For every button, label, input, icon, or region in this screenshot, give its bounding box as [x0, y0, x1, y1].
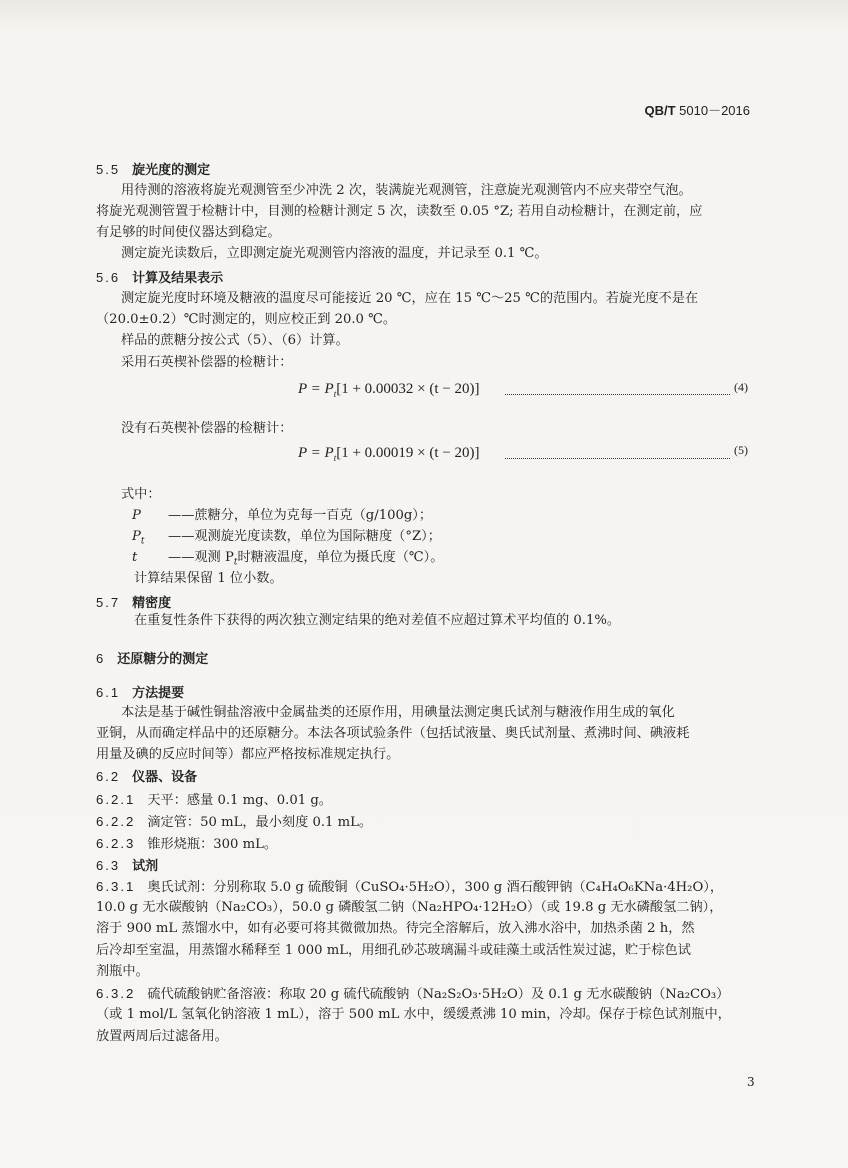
list-item: 6.2.3 锥形烧瓶：300 mL。 — [96, 836, 278, 852]
heading-5-5: 5.5 旋光度的测定 — [96, 162, 211, 178]
list-item: 6.2.2 滴定管：50 mL，最小刻度 0.1 mL。 — [96, 814, 373, 830]
list-item: 6.3.1 奥氏试剂：分别称取 5.0 g 硫酸铜（CuSO₄·5H₂O），300 g 酒石酸钾钠（C₄H₄O₆KNa·4H₂O）， — [96, 879, 724, 895]
paragraph: 剂瓶中。 — [96, 964, 149, 979]
heading-6-1: 6.1 方法提要 — [96, 685, 185, 701]
paragraph: 样品的蔗糖分按公式（5）、（6）计算。 — [121, 333, 349, 348]
heading-6: 6 还原糖分的测定 — [96, 651, 209, 667]
paragraph: 有足够的时间使仪器达到稳定。 — [96, 225, 281, 240]
heading-6-3: 6.3 试剂 — [96, 858, 159, 874]
variable-definition: P ——蔗糖分，单位为克每一百克（g/100g）； — [132, 508, 433, 523]
formula-5: $P = P_t[1 + 0.00019 \times (t - 20)]$ — [298, 445, 480, 463]
paragraph: 本法是基于碱性铜盐溶液中金属盐类的还原作用，用碘量法测定奥氏试剂与糖液作用生成的氧化 — [121, 705, 675, 720]
paragraph: 10.0 g 无水碳酸钠（Na₂CO₃），50.0 g 磷酸氢二钠（Na₂HPO₄·12H₂O）（或 19.8 g 无水磷酸氢二钠）， — [96, 900, 723, 915]
paragraph: 溶于 900 mL 蒸馏水中，如有必要可将其微微加热。待完全溶解后，放入沸水浴中，加热杀菌 2 h，然 — [96, 921, 695, 936]
paragraph: 测定旋光读数后，立即测定旋光观测管内溶液的温度，并记录至 0.1 ℃。 — [121, 246, 548, 261]
paragraph: （20.0±0.2）℃时测定的，则应校正到 20.0 ℃。 — [96, 312, 397, 327]
paragraph: 放置两周后过滤备用。 — [96, 1029, 228, 1044]
paragraph: 后冷却至室温，用蒸馏水稀释至 1 000 mL，用细孔砂芯玻璃漏斗或硅藻土或活性炭过滤，贮于棕色试 — [96, 943, 691, 958]
heading-5-6: 5.6 计算及结果表示 — [96, 270, 224, 286]
list-item: 6.2.1 天平：感量 0.1 mg、0.01 g。 — [96, 792, 332, 808]
paragraph: 用待测的溶液将旋光观测管至少冲洗 2 次，装满旋光观测管，注意旋光观测管内不应夹带空气泡。 — [121, 183, 692, 198]
formula-4: $P = P_t[1 + 0.00032 \times (t - 20)]$ — [298, 381, 480, 399]
formula-label: 采用石英楔补偿器的检糖计： — [121, 355, 293, 370]
page-number: 3 — [747, 1075, 755, 1089]
leader-dots — [505, 393, 730, 395]
heading-6-2: 6.2 仪器、设备 — [96, 769, 198, 785]
variable-definition: $P_t$ ——观测旋光度读数，单位为国际糖度（°Z）； — [132, 529, 441, 547]
list-item: 6.3.2 硫代硫酸钠贮备溶液：称取 20 g 硫代硫酸钠（Na₂S₂O₃·5H₂O）及 0.1 g 无水碳酸钠（Na₂CO₃） — [96, 986, 730, 1002]
paragraph: 测定旋光度时环境及糖液的温度尽可能接近 20 ℃，应在 15 ℃～25 ℃的范围内。若旋光度不是在 — [121, 291, 699, 306]
equation-number: (5) — [734, 443, 748, 457]
paragraph: （或 1 mol/L 氢氧化钠溶液 1 mL），溶于 500 mL 水中，缓缓煮沸 10 min，冷却。保存于棕色试剂瓶中， — [96, 1007, 731, 1022]
paragraph: 在重复性条件下获得的两次独立测定结果的绝对差值不应超过算术平均值的 0.1%。 — [134, 613, 621, 628]
standard-header: QB/T 5010－2016 — [644, 103, 750, 118]
paragraph: 计算结果保留 1 位小数。 — [134, 571, 283, 586]
equation-number: (4) — [734, 380, 748, 394]
where-label: 式中： — [121, 487, 161, 502]
paragraph: 亚铜，从而确定样品中的还原糖分。本法各项试验条件（包括试液量、奥氏试剂量、煮沸时间、碘液耗 — [96, 726, 690, 741]
paragraph: 用量及碘的反应时间等）都应严格按标准规定执行。 — [96, 747, 400, 762]
variable-definition: t ——观测 $P_t$时糖液温度，单位为摄氏度（℃）。 — [132, 550, 444, 568]
formula-label: 没有石英楔补偿器的检糖计： — [121, 421, 293, 436]
leader-dots — [505, 457, 730, 459]
paragraph: 将旋光观测管置于检糖计中，目测的检糖计测定 5 次，读数至 0.05 °Z; 若用自动检糖计，在测定前，应 — [96, 204, 703, 219]
heading-5-7: 5.7 精密度 — [96, 595, 172, 611]
